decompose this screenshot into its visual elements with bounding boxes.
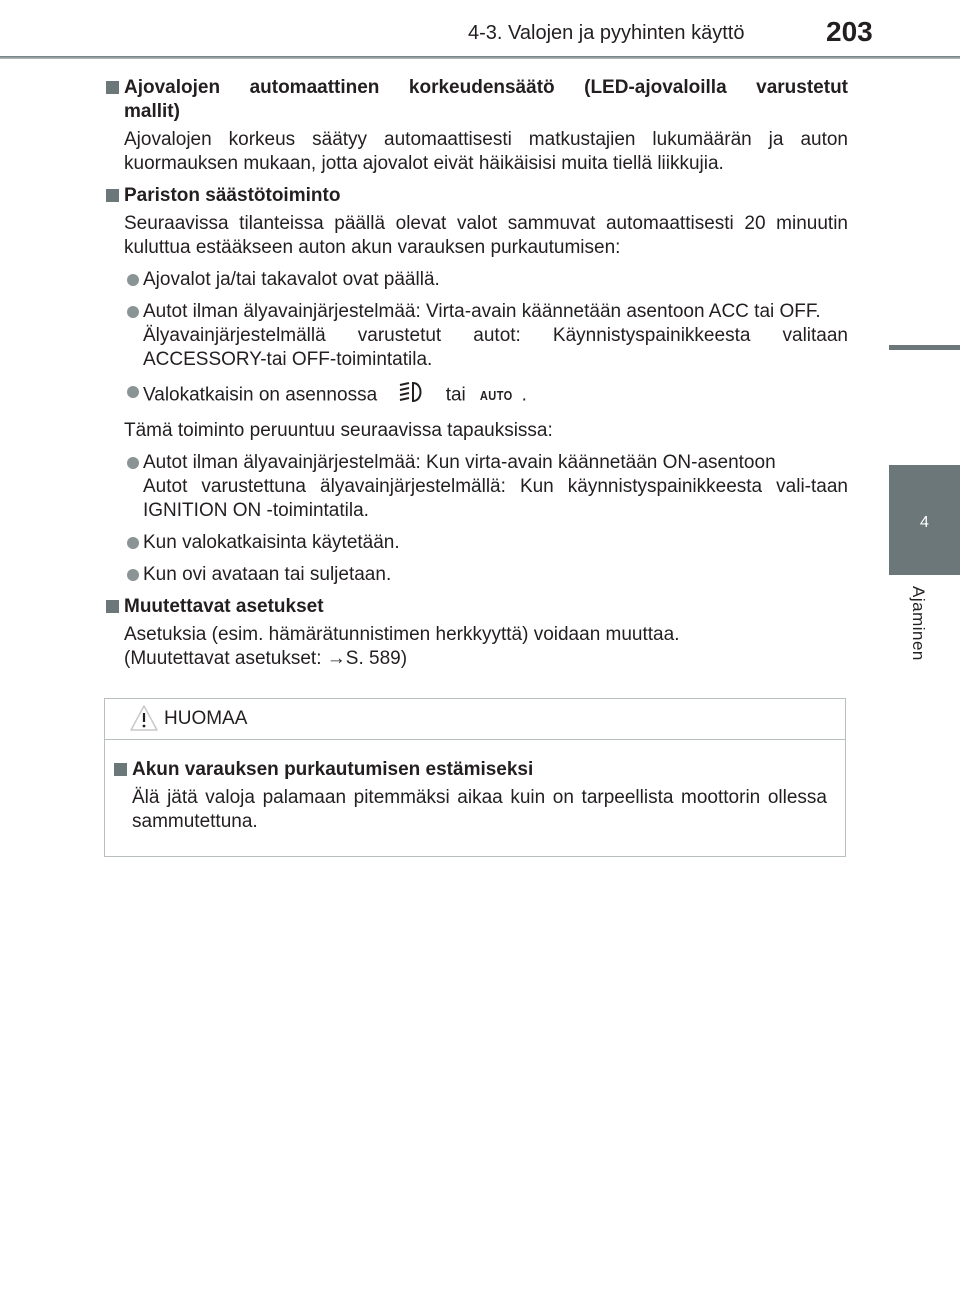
list-item-text: Autot varustettuna älyavainjärjestelmällä: Kun käynnistyspainikkeesta vali-taan IGNITION ON -toimintatila.	[143, 476, 848, 521]
chapter-number: 4	[920, 514, 929, 531]
auto-icon: AUTO	[479, 387, 513, 403]
paragraph-line: Asetuksia (esim. hämärätunnistimen herkkyyttä) voidaan muuttaa.	[124, 624, 680, 645]
header-title: 4-3. Valojen ja pyyhinten käyttö	[468, 22, 745, 44]
square-bullet-icon	[106, 81, 119, 94]
list-item-text: Kun ovi avataan tai suljetaan.	[143, 564, 392, 585]
header-rule	[0, 56, 960, 59]
paragraph	[106, 623, 848, 671]
side-tab-marker	[889, 345, 960, 350]
square-bullet-icon	[106, 600, 119, 613]
heading-text: Pariston säästötoiminto	[124, 185, 341, 206]
list-item	[106, 300, 848, 372]
list-item-text: tai	[445, 384, 466, 406]
page-number: 203	[826, 16, 873, 47]
list-item	[106, 563, 848, 587]
heading-text: Akun varauksen purkautumisen estämiseksi	[132, 759, 534, 780]
square-bullet-icon	[106, 189, 119, 202]
headlight-icon	[396, 380, 426, 411]
heading-line: mallit)	[124, 101, 180, 122]
notice-title: HUOMAA	[164, 708, 248, 729]
list-item-text: Kun valokatkaisinta käytetään.	[143, 532, 400, 553]
section-heading-headlight-leveling	[106, 76, 848, 124]
chapter-label: Ajaminen	[909, 586, 928, 661]
round-bullet-icon	[127, 386, 139, 398]
round-bullet-icon	[127, 274, 139, 286]
round-bullet-icon	[127, 306, 139, 318]
main-content	[106, 68, 848, 671]
notice-heading	[114, 758, 827, 782]
notice-body	[105, 740, 845, 834]
section-heading-settings	[106, 595, 848, 619]
list-item	[106, 531, 848, 555]
paragraph: Seuraavissa tilanteissa päällä olevat valot sammuvat automaattisesti 20 minuutin kuluttua estääkseen auton akun varauksen purkautumisen:	[124, 213, 848, 258]
heading-line: Ajovalojen automaattinen korkeudensäätö (LED-ajovaloilla varustetut	[124, 77, 848, 98]
list-item-text: Ajovalot ja/tai takavalot ovat päällä.	[143, 269, 440, 290]
warning-icon	[129, 703, 159, 738]
cross-reference-link[interactable]: (Muutettavat asetukset: →S. 589)	[124, 648, 408, 669]
notice-header	[105, 699, 845, 740]
list-item	[106, 380, 848, 411]
list-item-text: Älyavainjärjestelmällä varustetut autot: Käynnistyspainikkeesta valitaan ACCESSORY-tai OFF-toimintatila.	[143, 325, 848, 370]
list-item	[106, 451, 848, 523]
list-item-text: Autot ilman älyavainjärjestelmää: Kun virta-avain käännetään ON-asentoon	[143, 452, 776, 473]
notice-paragraph: Älä jätä valoja palamaan pitemmäksi aikaa kuin on tarpeellista moottorin ollessa sammutettuna.	[132, 787, 827, 832]
list-item	[106, 268, 848, 292]
paragraph: Tämä toiminto peruuntuu seuraavissa tapauksissa:	[124, 420, 553, 441]
round-bullet-icon	[127, 537, 139, 549]
round-bullet-icon	[127, 457, 139, 469]
section-heading-battery-saver	[106, 184, 848, 208]
heading-text: Muutettavat asetukset	[124, 596, 324, 617]
list-item-text: Valokatkaisin on asennossa	[143, 384, 378, 406]
notice-box	[104, 698, 846, 857]
list-item-text: Autot ilman älyavainjärjestelmää: Virta-avain käännetään asentoon ACC tai OFF.	[143, 301, 821, 322]
square-bullet-icon	[114, 763, 127, 776]
round-bullet-icon	[127, 569, 139, 581]
list-item-text: .	[521, 384, 527, 406]
paragraph: Ajovalojen korkeus säätyy automaattisesti matkustajien lukumäärän ja auton kuormauksen mukaan, jotta ajovalot eivät häikäisisi muita tiellä liikkujia.	[124, 129, 848, 174]
